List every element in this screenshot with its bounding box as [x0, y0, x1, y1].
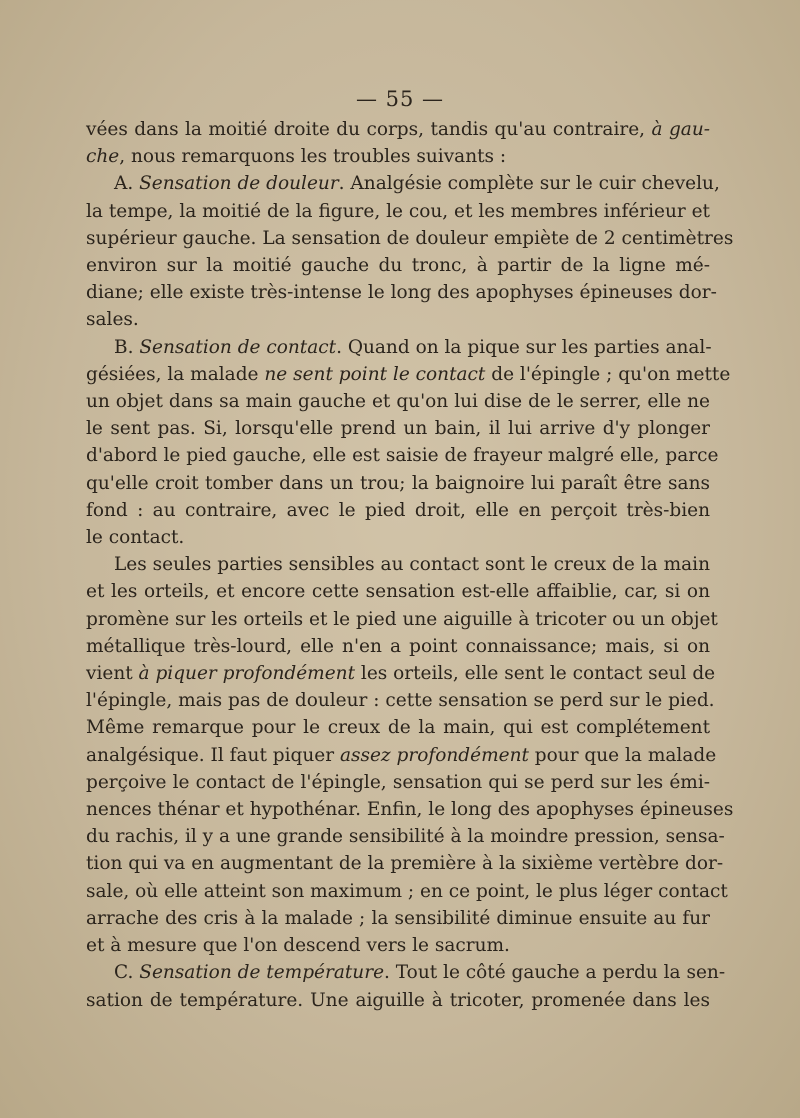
text-segment: perçoive le contact de l'épingle, sensation qui se perd sur les émi- — [86, 771, 710, 793]
text-segment: qu'elle croit tomber dans un trou; la baignoire lui paraît être sans — [86, 472, 710, 494]
text-line — [86, 850, 724, 877]
text-line — [86, 578, 710, 605]
text-line — [86, 252, 710, 279]
text-segment: promène sur les orteils et le pied une aiguille à tricoter ou un objet — [86, 608, 718, 630]
text-line — [86, 551, 710, 578]
text-line — [86, 878, 728, 905]
text-line — [86, 742, 717, 769]
text-segment: arrache des cris à la malade ; la sensibilité diminue ensuite au fur — [86, 907, 710, 929]
text-line — [86, 279, 717, 306]
italic-text: Sensation de douleur — [139, 173, 339, 195]
text-segment: pour que la malade — [528, 744, 717, 766]
text-line — [86, 932, 710, 959]
text-segment: un objet dans sa main gauche et qu'on lui dise de le serrer, elle ne — [86, 391, 710, 413]
text-line — [86, 388, 710, 415]
text-segment: vées dans la moitié droite du corps, tandis qu'au contraire, — [86, 119, 652, 140]
text-segment: B. — [114, 336, 140, 358]
text-segment: A. — [114, 173, 140, 195]
page-number: — 55 — — [355, 87, 445, 111]
text-segment: métallique très-lourd, elle n'en a point connaissance; mais, si on — [86, 635, 710, 657]
text-segment: le contact. — [86, 527, 185, 549]
text-line — [86, 769, 710, 796]
italic-text: à piquer profondément — [138, 663, 356, 685]
italic-text: ne sent point le contact — [264, 363, 486, 385]
text-line — [86, 497, 710, 524]
text-line — [86, 334, 710, 361]
text-segment: Les seules parties sensibles au contact sont le creux de la main — [114, 554, 710, 576]
italic-text: assez profondément — [339, 744, 529, 766]
text-line — [86, 606, 718, 633]
text-line — [86, 361, 731, 388]
text-segment: sation de température. Une aiguille à tricoter, promenée dans les — [86, 989, 710, 1011]
text-line — [86, 170, 720, 197]
text-segment: gésiées, la malade — [86, 363, 265, 385]
text-segment: l'épingle, mais pas de douleur : cette sensation se perd sur le pied. — [86, 690, 715, 712]
text-line — [86, 633, 710, 660]
text-segment: sales. — [86, 309, 139, 331]
body-text — [86, 116, 734, 1014]
text-segment: vient — [86, 663, 139, 685]
text-line — [86, 959, 726, 986]
text-segment: . Analgésie complète sur le cuir chevelu, — [338, 173, 720, 195]
text-segment: et à mesure que l'on descend vers le sacrum. — [86, 935, 510, 957]
italic-text: Sensation de contact — [139, 336, 337, 358]
text-line — [86, 470, 710, 497]
italic-text: à gau- — [651, 119, 710, 140]
text-segment: analgésique. Il faut piquer — [86, 744, 340, 766]
text-line — [86, 687, 715, 714]
text-segment: nences thénar et hypothénar. Enfin, le long des apophyses épineuses — [86, 799, 734, 821]
text-segment: sale, où elle atteint son maximum ; en ce point, le plus léger contact — [86, 880, 728, 902]
italic-text: Sensation de température — [139, 962, 385, 984]
text-segment: le sent pas. Si, lorsqu'elle prend un bain, il lui arrive d'y plonger — [86, 418, 710, 440]
text-segment: , nous remarquons les troubles suivants : — [119, 146, 507, 168]
text-segment: . Quand on la pique sur les parties anal- — [336, 336, 712, 358]
text-segment: . Tout le côté gauche a perdu la sen- — [384, 962, 726, 984]
text-line — [86, 524, 710, 551]
text-segment: C. — [114, 962, 140, 984]
text-segment: du rachis, il y a une grande sensibilité à la moindre pression, sensa- — [86, 826, 725, 848]
text-line — [86, 660, 716, 687]
text-segment: d'abord le pied gauche, elle est saisie de frayeur malgré elle, parce — [86, 445, 719, 467]
text-segment: et les orteils, et encore cette sensation est-elle affaiblie, car, si on — [86, 581, 710, 603]
text-line — [86, 823, 725, 850]
text-line — [86, 116, 710, 143]
italic-text: che — [86, 146, 120, 168]
text-line — [86, 442, 719, 469]
text-line — [86, 415, 710, 442]
text-line — [86, 225, 734, 252]
text-segment: la tempe, la moitié de la figure, le cou, et les membres inférieur et — [86, 200, 710, 222]
text-line — [86, 796, 734, 823]
text-segment: fond : au contraire, avec le pied droit, elle en perçoit très-bien — [86, 499, 710, 521]
text-segment: supérieur gauche. La sensation de douleur empiète de 2 centimètres — [86, 227, 734, 249]
text-segment: tion qui va en augmentant de la première à la sixième vertèbre dor- — [86, 853, 724, 875]
text-segment: Même remarque pour le creux de la main, qui est complétement — [86, 717, 710, 739]
text-line — [86, 143, 710, 170]
text-segment: de l'épingle ; qu'on mette — [485, 363, 731, 385]
text-segment: diane; elle existe très-intense le long des apophyses épineuses dor- — [86, 282, 717, 304]
text-segment: les orteils, elle sent le contact seul de — [355, 663, 716, 685]
text-line — [86, 987, 710, 1014]
text-line — [86, 306, 710, 333]
text-line — [86, 198, 710, 225]
text-line — [86, 905, 710, 932]
text-line — [86, 714, 710, 741]
text-segment: environ sur la moitié gauche du tronc, à partir de la ligne mé- — [86, 255, 710, 277]
